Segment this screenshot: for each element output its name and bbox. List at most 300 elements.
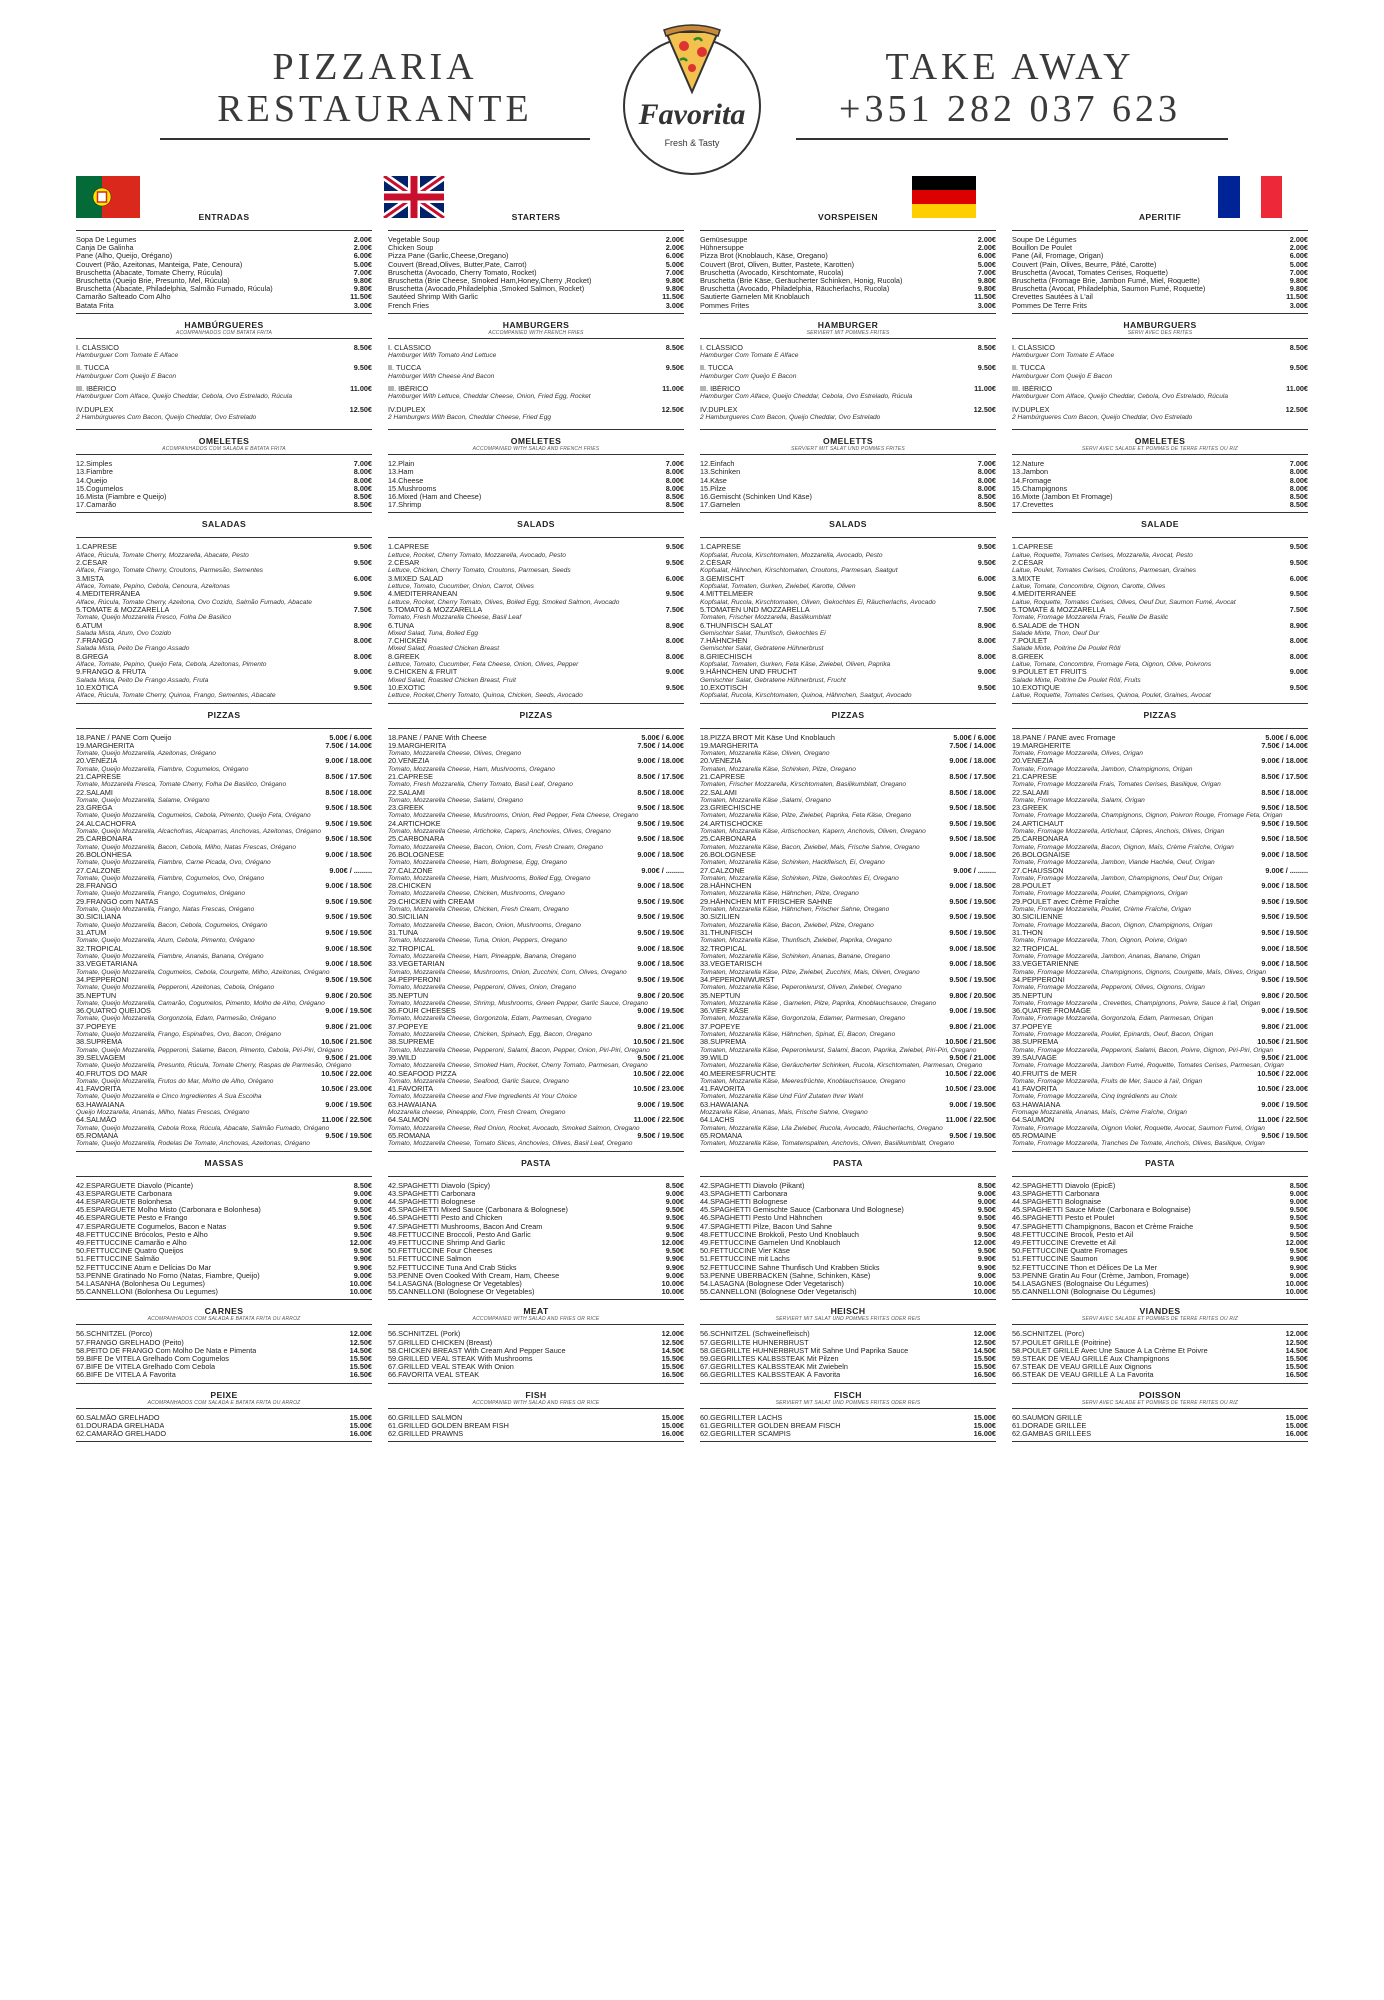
menu-item: [700, 1339, 996, 1347]
menu-item: [700, 285, 996, 293]
item-description: Tomate, Fromage Mozzarella, Fruits de Mer, Sauce à l'ail, Origan: [1012, 1077, 1203, 1085]
item-description: Tomate, Fromage Mozzarella, Poulet, Épinards, Oeuf, Bacon, Origan: [1012, 1030, 1214, 1038]
item-price: 11.00€: [662, 385, 684, 394]
menu-item: [700, 1264, 996, 1272]
menu-section: [388, 210, 684, 314]
menu-item: [700, 1414, 996, 1422]
menu-item: [388, 293, 684, 301]
item-description: Salada Mista, Atum, Ovo Cozido: [76, 629, 172, 637]
section-header: [700, 1304, 996, 1325]
menu-item: [388, 302, 684, 310]
menu-item: [76, 543, 372, 559]
section-title: SALADAS: [201, 519, 247, 530]
menu-item: [388, 1264, 684, 1272]
item-price: 9.50€: [353, 590, 372, 599]
section-header: [700, 708, 996, 729]
item-price: 12.00€: [1285, 1239, 1308, 1248]
section-subtitle: SERVI AVEC SALADE ET POMMES DE TERRE FRITES OU RIZ: [1081, 1399, 1239, 1406]
section-subtitle: SERVIERT MIT SALAT UND POMMES FRITES: [791, 446, 905, 453]
menu-item: [1012, 261, 1308, 269]
item-description: Tomato, Mozzarella Cheese, Ham, Pineapple, Banana, Oregano: [388, 952, 577, 960]
menu-item: [388, 1223, 684, 1231]
item-description: Kopfsalat, Rucola, Kirschtomaten, Oliven, Gekochtes Ei, Räucherlachs, Avocado: [700, 598, 936, 606]
item-description: Tomate, Queijo Mozzarella, Fiambre, Cogumelos, Orégano: [76, 765, 249, 773]
item-name: 15.Mushrooms: [388, 484, 437, 493]
section-header: [1012, 210, 1308, 231]
item-price: 9.00€ / .........: [641, 866, 684, 875]
menu-item: [1012, 559, 1308, 575]
section-header: [388, 318, 684, 339]
menu-item: [388, 543, 684, 559]
menu-item: [76, 684, 372, 700]
item-name: Sopa De Legumes: [76, 236, 137, 244]
item-description: Tomato, Mozzarella Cheese, Olives, Oregano: [388, 749, 522, 757]
item-name: Bruschetta (Avocado, Kirschtomate, Rucola): [700, 268, 844, 277]
item-name: 57.GRILLED CHICKEN (Breast): [388, 1338, 493, 1347]
item-name: 67.GEGRILLTES KALBSSTEAK Mit Zwiebeln: [700, 1363, 848, 1372]
item-price: 9.50€ / 19.50€: [637, 913, 684, 922]
menu-item: [76, 1280, 372, 1288]
item-name: 57.POULET GRILLÉ (Poitrine): [1012, 1338, 1111, 1347]
item-price: 7.50€ / 14.00€: [637, 741, 684, 750]
menu-item: [1012, 1355, 1308, 1363]
item-price: 8.00€: [353, 652, 372, 661]
menu-item: [700, 773, 996, 789]
item-price: 9.00€ / 18.50€: [637, 882, 684, 891]
menu-item: [700, 1371, 996, 1379]
item-description: Tomate, Queijo Mozzarella Fresco, Folha De Basilico: [76, 614, 232, 622]
item-description: Tomate, Fromage Mozzarella, Artichaut, Câpres, Anchois, Olives, Origan: [1012, 828, 1225, 836]
item-name: 36.FOUR CHEESES: [388, 1007, 456, 1016]
item-price: 9.00€ / 19.50€: [325, 1100, 372, 1109]
menu-item: [1012, 1371, 1308, 1379]
section-title: APERITIF: [1138, 212, 1182, 222]
item-name: 59.STEAK DE VEAU GRILLÉ Aux Champignons: [1012, 1355, 1170, 1364]
item-name: 40.MEERESFRÜCHTE: [700, 1069, 776, 1078]
item-price: 9.50€ / 19.50€: [1261, 819, 1308, 828]
menu-item: [76, 1007, 372, 1023]
item-price: 9.50€: [665, 683, 684, 692]
item-price: 9.50€ / 19.50€: [325, 975, 372, 984]
menu-item: [76, 485, 372, 493]
menu-item: [388, 1198, 684, 1206]
item-price: 16.50€: [973, 1371, 996, 1380]
item-name: 51.FETTUCCINE Saumon: [1012, 1255, 1098, 1264]
menu-item: [76, 302, 372, 310]
item-name: 6.THUNFISCH SALAT: [700, 621, 773, 630]
menu-item: [76, 1264, 372, 1272]
menu-item: [76, 1116, 372, 1132]
item-price: 5.00€: [1289, 260, 1308, 269]
item-name: 58.PEITO DE FRANGO Com Molho De Nata e Pimenta: [76, 1346, 257, 1355]
section-title: PIZZAS: [207, 709, 241, 720]
item-price: 10.50€ / 22.00€: [633, 1069, 684, 1078]
item-price: 9.00€ / 18.50€: [637, 851, 684, 860]
item-price: 7.00€: [977, 268, 996, 277]
item-description: Tomate, Queijo Mozzarella, Bacon, Cebola, Cogumelos, Orégano: [76, 921, 268, 929]
item-price: 8.00€: [977, 468, 996, 477]
item-price: 7.50€ / 14.00€: [325, 741, 372, 750]
item-name: 36.QUATRE FROMAGE: [1012, 1007, 1091, 1016]
item-name: IV.DUPLEX: [700, 405, 738, 414]
item-price: 9.50€: [353, 1247, 372, 1256]
item-name: 54.LASAGNES (Bolognaise Ou Légumes): [1012, 1280, 1149, 1289]
item-price: 8.50€ / 17.50€: [325, 773, 372, 781]
item-name: 19.MARGHERITE: [1012, 741, 1071, 750]
item-name: 38.SUPREMA: [700, 1038, 747, 1047]
menu-item: [700, 898, 996, 914]
menu-item: [388, 236, 684, 244]
item-description: 2 Hambúrgueres Com Bacon, Queijo Cheddar, Ovo Estrelado: [1012, 413, 1193, 421]
item-price: 9.90€: [1289, 1255, 1308, 1264]
item-name: Bruschetta (Avocat, Philadelphia, Saumon Fumé, Roquette): [1012, 285, 1206, 294]
item-description: Hamburguer Com Queijo E Bacon: [1012, 372, 1113, 380]
item-name: IV.DUPLEX: [388, 405, 426, 414]
item-name: 26.BOLOGNAISE: [1012, 851, 1070, 860]
item-name: II. TUCCA: [388, 364, 422, 373]
menu-item: [700, 485, 996, 493]
item-description: Tomaten, Mozzarella Käse, Hähnchen, Frischer Sahne, Oregano: [700, 906, 890, 914]
item-price: 9.90€: [977, 1255, 996, 1264]
item-description: Tomate, Queijo Mozzarella, Pepperoni, Azeitonas, Cebola, Orégano: [76, 984, 275, 992]
item-description: Tomate, Mozzarella Fresca, Tomate Cherry, Folha De Basilico, Orégano: [76, 781, 287, 789]
item-name: 18.PIZZA BROT Mit Käse Und Knoblauch: [700, 733, 835, 742]
item-name: Bruschetta (Brie Käse, Geräucherter Schinken, Honig, Rucola): [700, 277, 903, 286]
menu-item: [76, 1206, 372, 1214]
item-price: 9.90€: [665, 1255, 684, 1264]
item-price: 9.00€ / .........: [1265, 866, 1308, 875]
item-description: Tomate, Queijo Mozzarella, Fiambre, Cogumelos, Ovo, Orégano: [76, 874, 265, 882]
item-description: Queijo Mozzarella, Ananás, Milho, Natas Frescas, Orégano: [76, 1109, 250, 1116]
item-price: 9.50€ / 21.00€: [637, 1053, 684, 1062]
item-name: 12.Nature: [1012, 460, 1045, 469]
item-name: 58.POULET GRILLÉ Avec Une Sauce À La Crème Et Poivre: [1012, 1346, 1208, 1355]
menu-item: [1012, 606, 1308, 622]
item-name: Bruschetta (Avocado,Philadelphia ,Smoked Salmon, Rocket): [388, 285, 585, 294]
item-description: Hamburguer Com Tomate E Alface: [1012, 352, 1115, 360]
item-description: Tomato, Mozzarella Cheese, Bacon, Onion, Corn, Fresh Cream, Oregano: [388, 843, 603, 851]
item-name: 63.HAWAIANA: [700, 1100, 749, 1109]
takeaway-block: [800, 46, 1220, 130]
item-price: 9.50€: [1289, 364, 1308, 373]
item-description: Salada Mista, Peito De Frango Assado, Fruta: [76, 676, 209, 684]
menu-item: [76, 1430, 372, 1438]
menu-item: [388, 1190, 684, 1198]
item-description: Tomate, Fromage Mozzarella, Jambon, Champignons, Oeuf Dur, Origan: [1012, 874, 1223, 882]
item-name: 25.CARBONARA: [76, 835, 133, 844]
menu-section: [1012, 434, 1308, 513]
pizza-slice-icon: [664, 25, 720, 92]
item-description: Lettuce, Rocket, Cherry Tomato, Olives, Boiled Egg, Smoked Salmon, Avocado: [388, 598, 620, 606]
menu-item: [700, 1330, 996, 1338]
menu-column-de: [700, 210, 996, 1446]
item-name: I. CLÁSSICO: [76, 343, 119, 352]
section-title: MEAT: [523, 1306, 549, 1317]
item-name: 66.STEAK DE VEAU GRILLÉ À La Favorita: [1012, 1371, 1154, 1380]
menu-item: [1012, 1272, 1308, 1280]
item-price: 9.50€: [665, 1222, 684, 1231]
logo-tagline: Fresh & Tasty: [664, 138, 720, 148]
item-name: 46.SPAGHETTI Pesto and Chicken: [388, 1214, 503, 1223]
item-description: Tomaten, Mozzarella Käse, Meeresfrüchte, Knoblauchsauce, Oregano: [700, 1077, 906, 1085]
item-price: 10.50€ / 22.00€: [321, 1069, 372, 1078]
menu-item: [76, 1288, 372, 1296]
section-header: [700, 517, 996, 538]
item-price: 3.00€: [1289, 301, 1308, 310]
item-name: 49.FETTUCCINE Garnelen Und Knoblauch: [700, 1239, 841, 1248]
section-title: VORSPEISEN: [818, 212, 878, 222]
menu-item: [700, 1239, 996, 1247]
menu-section: [700, 1388, 996, 1443]
item-name: II. TUCCA: [76, 364, 110, 373]
section-subtitle: [76, 529, 372, 535]
item-description: Kopfsalat, Hähnchen, Kirschtomaten, Croutons, Parmesan, Saatgut: [700, 567, 898, 575]
menu-item: [1012, 976, 1308, 992]
item-description: Hamburguer Com Queijo E Bacon: [76, 372, 177, 380]
menu-item: [700, 236, 996, 244]
item-name: Bruschetta (Abacate, Tomate Cherry, Rúcula): [76, 268, 223, 277]
title-line-1: PIZZARIA: [272, 46, 478, 88]
item-price: 8.90€: [1289, 621, 1308, 630]
item-name: IV.DUPLEX: [76, 405, 114, 414]
menu-item: [76, 590, 372, 606]
menu-section: [700, 1304, 996, 1383]
section-subtitle: [388, 529, 684, 535]
item-description: Tomaten, Mozzarella Käse, Thunfisch, Zwiebel, Paprika, Oregano: [700, 937, 892, 945]
item-description: Fromage Mozzarella, Ananas, Maïs, Crème Fraîche, Origan: [1012, 1109, 1187, 1116]
menu-item: [1012, 757, 1308, 773]
item-description: Tomate, Queijo Mozzarella, Frango, Espinafres, Ovo, Bacon, Orégano: [76, 1030, 281, 1038]
item-description: Tomato, Mozzarella Cheese, Chicken, Fresh Cream, Oregano: [388, 906, 569, 914]
item-price: 2.00€: [665, 236, 684, 244]
item-price: 8.90€: [353, 621, 372, 630]
item-price: 8.50€: [665, 1181, 684, 1190]
item-name: 44.SPAGHETTI Bolognese: [700, 1198, 788, 1207]
item-price: 9.50€ / 19.50€: [949, 897, 996, 906]
menu-item: [700, 1007, 996, 1023]
item-name: 64.LACHS: [700, 1116, 735, 1125]
menu-item: [1012, 1116, 1308, 1132]
item-price: 9.50€ / 19.50€: [949, 975, 996, 984]
section-subtitle: SERVIERT MIT POMMES FRITES: [806, 329, 890, 336]
item-name: 15.Champignons: [1012, 484, 1068, 493]
menu-item: [76, 559, 372, 575]
menu-item: [388, 913, 684, 929]
item-price: 11.50€: [974, 293, 996, 302]
item-name: 37.POPEYE: [76, 1022, 117, 1031]
menu-item: [388, 501, 684, 509]
item-name: II. TUCCA: [700, 364, 734, 373]
item-description: Tomate, Fromage Mozzarella, Olives, Origan: [1012, 749, 1143, 757]
menu-item: [700, 1355, 996, 1363]
item-name: 42.SPAGHETTI Diavolo (Pikant): [700, 1181, 805, 1190]
item-name: 22.SALAMI: [700, 788, 737, 797]
menu-item: [388, 1355, 684, 1363]
menu-section: [388, 1304, 684, 1383]
menu-item: [76, 1132, 372, 1148]
item-price: 9.00€: [977, 1189, 996, 1198]
item-name: 63.HAWAIANA: [388, 1100, 437, 1109]
menu-item: [388, 1430, 684, 1438]
item-price: 8.50€ / 18.00€: [637, 788, 684, 797]
item-price: 6.00€: [977, 252, 996, 261]
section-title: PEIXE: [210, 1389, 238, 1400]
item-description: Tomato, Mozzarella Cheese, Pepperoni, Olives, Onion, Oregano: [388, 984, 577, 992]
section-subtitle: [388, 1168, 684, 1174]
item-name: 49.FETTUCCINE Shrimp And Garlic: [388, 1239, 506, 1248]
section-title: HAMBURGERS: [502, 319, 570, 330]
item-price: 9.00€: [665, 1198, 684, 1207]
menu-item: [76, 1038, 372, 1054]
item-name: 56.SCHNITZEL (Schweinefleisch): [700, 1330, 810, 1339]
menu-item: [700, 1038, 996, 1054]
item-description: Tomaten, Mozzarella Käse Und Fünf Zutaten Ihrer Wahl: [700, 1093, 864, 1101]
menu-item: [76, 1247, 372, 1255]
item-name: 18.PANE / PANE Com Queijo: [76, 733, 172, 742]
item-description: Tomato, Mozzarella Cheese, Red Onion, Rocket, Avocado, Smoked Salmon, Oregano: [388, 1124, 640, 1132]
item-description: Tomaten, Mozzarella Käse, Bacon, Zwiebel, Pilze, Oregano: [700, 921, 874, 929]
menu-item: [388, 277, 684, 285]
menu-item: [76, 1101, 372, 1117]
item-price: 9.00€ / 18.50€: [1261, 960, 1308, 969]
item-price: 9.50€: [665, 1214, 684, 1223]
item-description: Kopfsalat, Tomaten, Gurken, Zwiebel, Karotte, Oliven: [700, 582, 856, 590]
item-name: 16.Gemischt (Schinken Und Käse): [700, 493, 812, 502]
section-header: [1012, 517, 1308, 538]
item-price: 9.50€: [665, 1247, 684, 1256]
menu-section: [1012, 1388, 1308, 1443]
item-description: Gemischter Salat, Gebratene Hühnerbrust: [700, 645, 824, 653]
menu-item: [1012, 1247, 1308, 1255]
item-price: 6.00€: [353, 574, 372, 583]
item-name: 39.SELVAGEM: [76, 1053, 126, 1062]
item-price: 12.00€: [973, 1330, 996, 1339]
item-price: 7.00€: [665, 460, 684, 469]
menu-item: [700, 406, 996, 427]
section-title: CARNES: [204, 1306, 244, 1317]
item-description: Tomaten, Frischer Mozzarella, Basilikumblatt: [700, 614, 831, 622]
section-title: PASTA: [1145, 1157, 1175, 1168]
menu-item: [700, 913, 996, 929]
section-subtitle: ACCOMPANIED WITH SALAD AND FRENCH FRIES: [472, 446, 600, 453]
item-price: 5.00€ / 6.00€: [953, 733, 996, 742]
menu-item: [388, 851, 684, 867]
item-name: 45.SPAGHETTI Mixed Sauce (Carbonara & Bolognese): [388, 1206, 568, 1215]
item-name: 7.POULET: [1012, 637, 1048, 646]
item-name: 53.PENNE ÜBERBACKEN (Sahne, Schinken, Käse): [700, 1271, 871, 1280]
item-price: 9.80€: [353, 277, 372, 286]
section-header: [388, 1388, 684, 1409]
item-price: 16.00€: [973, 1430, 996, 1439]
item-price: 7.00€: [977, 460, 996, 469]
menu-item: [1012, 1231, 1308, 1239]
item-price: 9.50€ / 18.50€: [325, 835, 372, 844]
item-name: 7.FRANGO: [76, 637, 114, 646]
item-name: 51.FETTUCCINE Salmon: [388, 1255, 472, 1264]
item-price: 9.00€ / 18.50€: [949, 882, 996, 891]
menu-item: [1012, 882, 1308, 898]
item-name: IV.DUPLEX: [1012, 405, 1050, 414]
section-subtitle: [1012, 529, 1308, 535]
menu-item: [76, 898, 372, 914]
item-price: 9.00€ / 18.00€: [949, 757, 996, 766]
menu-item: [388, 668, 684, 684]
section-header: [1012, 434, 1308, 455]
menu-item: [76, 477, 372, 485]
section-title: POISSON: [1139, 1389, 1181, 1400]
phone-number[interactable]: +351 282 037 623: [839, 88, 1181, 130]
section-subtitle: [388, 222, 684, 228]
item-price: 5.00€ / 6.00€: [1265, 733, 1308, 742]
menu-item: [700, 559, 996, 575]
item-price: 7.00€: [353, 268, 372, 277]
item-price: 8.00€: [977, 484, 996, 493]
section-header: [1012, 1388, 1308, 1409]
item-price: 2.00€: [1289, 236, 1308, 244]
item-price: 9.50€: [977, 683, 996, 692]
menu-item: [1012, 1132, 1308, 1148]
menu-item: [1012, 1101, 1308, 1117]
item-name: 66.BIFE De VITELA À Favorita: [76, 1371, 176, 1380]
item-description: Mixed Salad, Roasted Chicken Breast, Fruit: [388, 676, 516, 684]
item-price: 9.50€ / 18.50€: [1261, 804, 1308, 813]
item-name: 43.SPAGHETTI Carbonara: [700, 1189, 788, 1198]
item-name: 62.GAMBAS GRILLÉES: [1012, 1430, 1092, 1439]
item-name: 41.FAVORITA: [76, 1085, 122, 1094]
item-name: 60.SALMÃO GRELHADO: [76, 1413, 160, 1422]
item-price: 9.00€ / 19.50€: [1261, 1007, 1308, 1016]
menu-item: [1012, 1038, 1308, 1054]
menu-item: [1012, 344, 1308, 365]
item-name: 24.ALCACHOFRA: [76, 819, 137, 828]
item-name: 6.SALADE de THON: [1012, 621, 1080, 630]
item-price: 9.80€: [353, 285, 372, 294]
item-description: Hamburger With Tomato And Lettuce: [388, 352, 497, 360]
section-header: [76, 434, 372, 455]
section-header: [700, 318, 996, 339]
menu-item: [1012, 1430, 1308, 1438]
item-price: 16.50€: [1285, 1371, 1308, 1380]
menu-item: [388, 590, 684, 606]
menu-item: [1012, 789, 1308, 805]
item-price: 9.80€ / 21.00€: [1261, 1022, 1308, 1031]
item-name: 52.FETTUCCINE Atum e Delícias Do Mar: [76, 1263, 212, 1272]
menu-item: [1012, 1255, 1308, 1263]
item-description: Tomaten, Mozzarella Käse, Geräucherter Schinken, Rucola, Kirschtomaten, Parmesan, Oregano: [700, 1062, 983, 1070]
item-name: 22.SALAMI: [76, 788, 113, 797]
item-price: 9.90€: [1289, 1263, 1308, 1272]
item-price: 9.50€ / 18.50€: [1261, 835, 1308, 844]
item-price: 8.00€: [1289, 652, 1308, 661]
item-name: 3.GEMISCHT: [700, 574, 745, 583]
item-description: Tomato, Mozzarella Cheese, Smoked Ham, Rocket, Cherry Tomato, Parmesan, Oregano: [388, 1062, 648, 1070]
item-name: 42.ESPARGUETE Diavolo (Picante): [76, 1181, 194, 1190]
item-name: 8.GRIECHISCH: [700, 652, 752, 661]
item-price: 14.50€: [973, 1346, 996, 1355]
menu-header: [0, 0, 1384, 170]
item-price: 12.50€: [661, 405, 684, 414]
item-name: 54.LASANHA (Bolonhesa Ou Legumes): [76, 1280, 205, 1289]
item-description: Hamburger With Cheese And Bacon: [388, 372, 495, 380]
item-price: 12.00€: [1285, 1330, 1308, 1339]
section-title: MASSAS: [204, 1157, 244, 1168]
item-name: III. IBÉRICO: [76, 385, 117, 394]
item-price: 8.00€: [665, 468, 684, 477]
item-price: 9.50€: [977, 543, 996, 552]
menu-section: [76, 434, 372, 513]
menu-item: [388, 477, 684, 485]
item-name: 65.ROMAINE: [1012, 1132, 1057, 1141]
